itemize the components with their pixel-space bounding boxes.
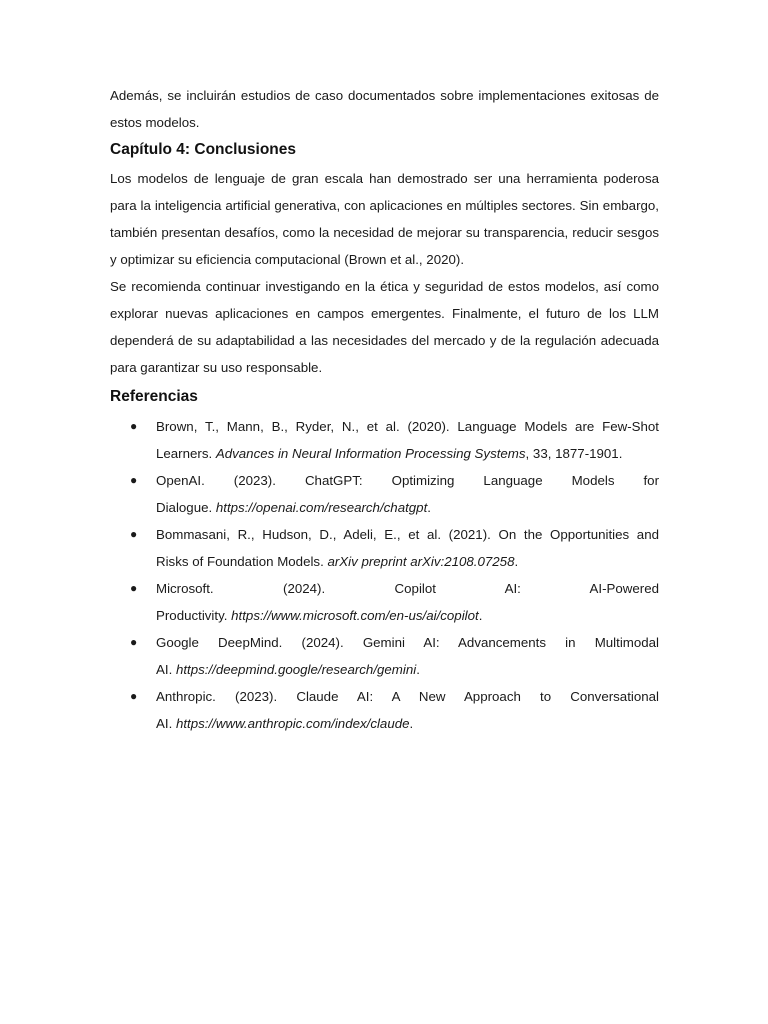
reference-suffix: . bbox=[478, 608, 483, 623]
reference-item bbox=[110, 413, 659, 467]
references-list bbox=[110, 413, 659, 737]
reference-prefix: AI. bbox=[156, 716, 176, 731]
bullet-icon: ● bbox=[130, 419, 138, 433]
reference-suffix: . bbox=[427, 500, 431, 515]
reference-line-1: Bommasani, R., Hudson, D., Adeli, E., et al. (2021). On the Opportunities and bbox=[156, 527, 659, 542]
bullet-icon: ● bbox=[130, 527, 138, 541]
reference-italic: Advances in Neural Information Processing Systems bbox=[215, 446, 526, 461]
bullet-icon: ● bbox=[130, 635, 138, 649]
reference-item bbox=[110, 467, 659, 521]
reference-suffix: , 33, 1877-1901. bbox=[525, 446, 623, 461]
reference-prefix: Dialogue. bbox=[156, 500, 216, 515]
reference-item bbox=[110, 683, 659, 737]
chapter-4-title: Capítulo 4: Conclusiones bbox=[110, 141, 297, 158]
reference-prefix: AI. bbox=[156, 662, 176, 677]
reference-link[interactable]: https://openai.com/research/chatgpt bbox=[215, 500, 428, 515]
reference-line-1: Brown, T., Mann, B., Ryder, N., et al. (2020). Language Models are Few-Shot bbox=[156, 419, 659, 434]
reference-line-1: Microsoft. (2024). Copilot AI: AI-Powered bbox=[156, 581, 659, 596]
bullet-icon: ● bbox=[130, 689, 138, 703]
reference-suffix: . bbox=[409, 716, 414, 731]
references-title: Referencias bbox=[110, 388, 198, 405]
reference-prefix: Learners. bbox=[156, 446, 216, 461]
reference-italic: arXiv preprint arXiv:2108.07258 bbox=[327, 554, 515, 569]
document-page bbox=[110, 82, 659, 737]
bullet-icon: ● bbox=[130, 581, 138, 595]
bullet-icon: ● bbox=[130, 473, 138, 487]
reference-link[interactable]: https://deepmind.google/research/gemini bbox=[175, 662, 417, 677]
reference-link[interactable]: https://www.anthropic.com/index/claude bbox=[175, 716, 410, 731]
reference-item bbox=[110, 575, 659, 629]
reference-line-1: OpenAI. (2023). ChatGPT: Optimizing Language Models for bbox=[156, 473, 659, 488]
reference-suffix: . bbox=[416, 662, 420, 677]
intro-paragraph: Además, se incluirán estudios de caso documentados sobre implementaciones exitosas de estos modelos. bbox=[110, 88, 659, 130]
reference-line-1: Google DeepMind. (2024). Gemini AI: Advancements in Multimodal bbox=[156, 635, 659, 650]
reference-item bbox=[110, 521, 659, 575]
reference-line-1: Anthropic. (2023). Claude AI: A New Approach to Conversational bbox=[156, 689, 659, 704]
reference-link[interactable]: https://www.microsoft.com/en-us/ai/copilot bbox=[231, 608, 479, 623]
conclusions-paragraph-2: Se recomienda continuar investigando en la ética y seguridad de estos modelos, así como explorar nuevas aplicaciones en campos emergentes. Finalmente, el futuro de los LLM dependerá de su adaptabilidad a las necesidades del mercado y de la regulación adecuada para garantizar su uso responsable. bbox=[110, 279, 659, 375]
conclusions-paragraph-1: Los modelos de lenguaje de gran escala han demostrado ser una herramienta poderosa para la inteligencia artificial generativa, con aplicaciones en múltiples sectores. Sin embargo, también presentan desafíos, como la necesidad de mejorar su transparencia, reducir sesgos y optimizar su eficiencia computacional (Brown et al., 2020). bbox=[110, 171, 659, 267]
reference-item bbox=[110, 629, 659, 683]
reference-prefix: Productivity. bbox=[156, 608, 232, 623]
reference-prefix: Risks of Foundation Models. bbox=[156, 554, 328, 569]
reference-suffix: . bbox=[514, 554, 519, 569]
